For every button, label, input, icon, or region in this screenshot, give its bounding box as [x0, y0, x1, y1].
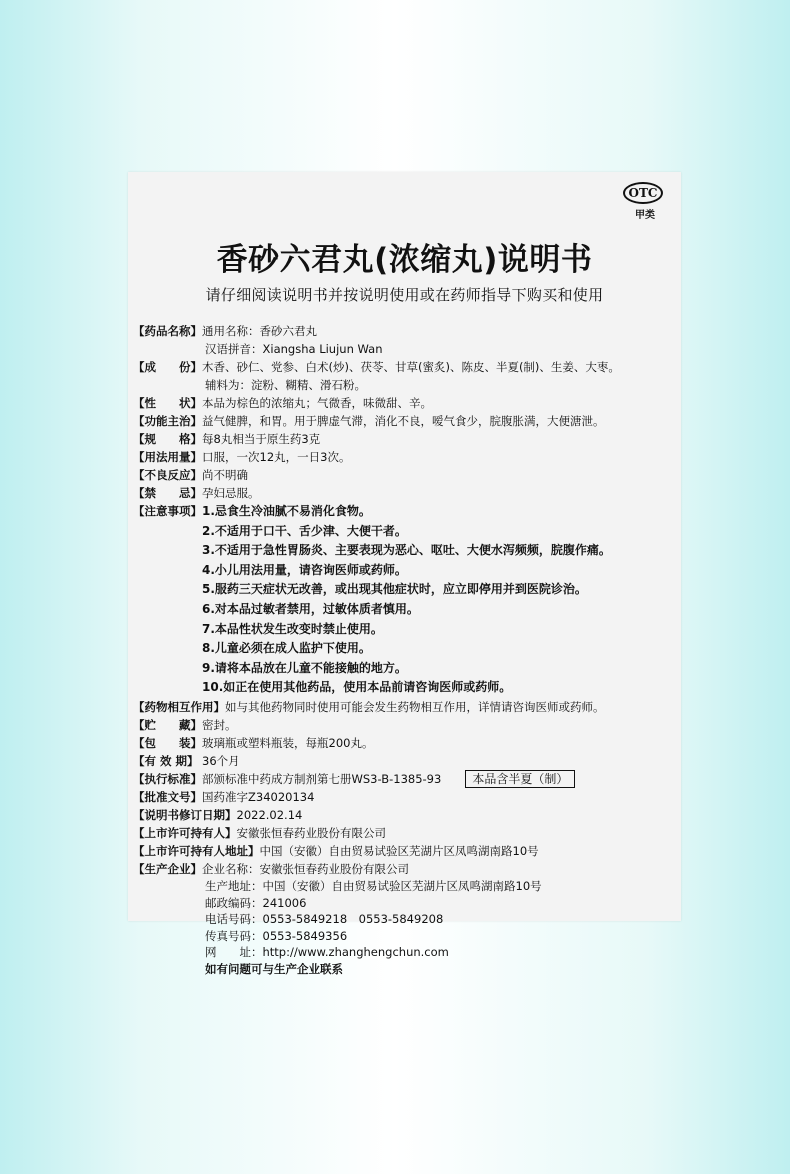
otc-badge	[623, 182, 667, 221]
manufacturer-label: 【生产企业】	[133, 861, 202, 876]
function-label: 【功能主治】	[133, 414, 202, 428]
note-item: 9.请将本品放在儿童不能接触的地方。	[202, 660, 407, 675]
instruction-leaflet	[128, 172, 681, 976]
section-validity	[133, 752, 681, 770]
notes-label: 【注意事项】	[133, 504, 202, 518]
section-storage	[133, 716, 681, 734]
otc-class: 甲类	[635, 210, 655, 221]
section-properties	[133, 394, 681, 412]
spec-label: 【规 格】	[133, 432, 202, 446]
manufacturer-name: 企业名称：安徽张恒春药业股份有限公司	[202, 861, 409, 876]
manufacturer-zip: 邮政编码：241006	[205, 895, 307, 910]
section-manufacturer	[133, 860, 681, 978]
ingredients-value: 木香、砂仁、党参、白术(炒)、茯苓、甘草(蜜炙)、陈皮、半夏(制)、生姜、大枣。	[202, 360, 620, 374]
spec-value: 每8丸相当于原生药3克	[202, 432, 321, 446]
storage-label: 【贮 藏】	[133, 717, 202, 732]
note-item: 2.不适用于口干、舌少津、大便干者。	[202, 523, 407, 538]
section-spec	[133, 430, 681, 448]
manufacturer-address: 生产地址：中国（安徽）自由贸易试验区芜湖片区凤鸣湖南路10号	[205, 878, 542, 893]
section-contraindications	[133, 484, 681, 502]
standard-label: 【执行标准】	[133, 771, 202, 786]
drug-name-common: 通用名称：香砂六君丸	[202, 324, 317, 338]
excipients-value: 辅料为：淀粉、糊精、滑石粉。	[205, 378, 366, 392]
validity-value: 36个月	[202, 753, 240, 768]
note-item: 1.忌食生冷油腻不易消化食物。	[202, 504, 371, 518]
note-item: 4.小儿用法用量，请咨询医师或药师。	[202, 562, 407, 577]
note-item: 5.服药三天症状无改善，或出现其他症状时，应立即停用并到医院诊治。	[202, 582, 587, 597]
section-usage	[133, 448, 681, 466]
note-item: 3.不适用于急性胃肠炎、主要表现为恶心、呕吐、大便水泻频频，脘腹作痛。	[202, 543, 611, 558]
section-holder	[133, 824, 681, 842]
holder-address-label: 【上市许可持有人地址】	[133, 843, 260, 858]
package-value: 玻璃瓶或塑料瓶装，每瓶200丸。	[202, 735, 374, 750]
drug-name-pinyin: 汉语拼音：Xiangsha Liujun Wan	[205, 342, 383, 356]
section-interactions	[133, 698, 681, 716]
manufacturer-fax: 传真号码：0553-5849356	[205, 928, 348, 943]
adverse-label: 【不良反应】	[133, 468, 202, 482]
notes-list	[202, 502, 611, 698]
contact-footer: 如有问题可与生产企业联系	[205, 961, 343, 976]
interactions-label: 【药物相互作用】	[133, 699, 225, 714]
storage-value: 密封。	[202, 717, 237, 732]
package-label: 【包 装】	[133, 735, 202, 750]
section-drug-name	[133, 322, 681, 340]
note-item: 6.对本品过敏者禁用，过敏体质者慎用。	[202, 601, 419, 616]
holder-value: 安徽张恒春药业股份有限公司	[236, 825, 386, 840]
standard-value: 部颁标准中药成方制剂第七册WS3-B-1385-93	[202, 771, 442, 786]
section-holder-address	[133, 842, 681, 860]
properties-value: 本品为棕色的浓缩丸；气微香，味微甜、辛。	[202, 396, 432, 410]
holder-address-value: 中国（安徽）自由贸易试验区芜湖片区凤鸣湖南路10号	[259, 843, 539, 858]
properties-label: 【性 状】	[133, 396, 202, 410]
usage-label: 【用法用量】	[133, 450, 202, 464]
section-revision	[133, 806, 681, 824]
otc-mark: OTC	[623, 182, 663, 204]
approval-value: 国药准字Z34020134	[202, 789, 315, 804]
leaflet-sections	[133, 322, 681, 978]
note-item: 8.儿童必须在成人监护下使用。	[202, 641, 371, 656]
contra-label: 【禁 忌】	[133, 486, 202, 500]
revision-label: 【说明书修订日期】	[133, 807, 237, 822]
approval-label: 【批准文号】	[133, 789, 202, 804]
section-adverse	[133, 466, 681, 484]
revision-value: 2022.02.14	[236, 807, 303, 822]
interactions-value: 如与其他药物同时使用可能会发生药物相互作用，详情请咨询医师或药师。	[225, 699, 605, 714]
leaflet-title: 香砂六君丸(浓缩丸)说明书	[216, 242, 593, 278]
section-package	[133, 734, 681, 752]
usage-value: 口服，一次12丸，一日3次。	[202, 450, 351, 464]
drug-name-label: 【药品名称】	[133, 324, 202, 338]
standard-note-box: 本品含半夏（制）	[465, 770, 575, 788]
note-item: 10.如正在使用其他药品，使用本品前请咨询医师或药师。	[202, 680, 512, 695]
section-notes	[133, 502, 681, 698]
manufacturer-tel: 电话号码：0553-5849218 0553-5849208	[205, 912, 444, 927]
adverse-value: 尚不明确	[202, 468, 248, 482]
section-ingredients	[133, 358, 681, 376]
validity-label: 【有 效 期】	[133, 753, 199, 768]
section-approval	[133, 788, 681, 806]
holder-label: 【上市许可持有人】	[133, 825, 237, 840]
section-function	[133, 412, 681, 430]
section-standard	[133, 770, 681, 788]
manufacturer-website: 网 址：http://www.zhanghengchun.com	[205, 945, 449, 960]
ingredients-label: 【成 份】	[133, 360, 202, 374]
function-value: 益气健脾，和胃。用于脾虚气滞，消化不良，嗳气食少，脘腹胀满，大便溏泄。	[202, 414, 605, 428]
note-item: 7.本品性状发生改变时禁止使用。	[202, 621, 383, 636]
leaflet-subtitle: 请仔细阅读说明书并按说明使用或在药师指导下购买和使用	[205, 286, 604, 304]
contra-value: 孕妇忌服。	[202, 486, 260, 500]
